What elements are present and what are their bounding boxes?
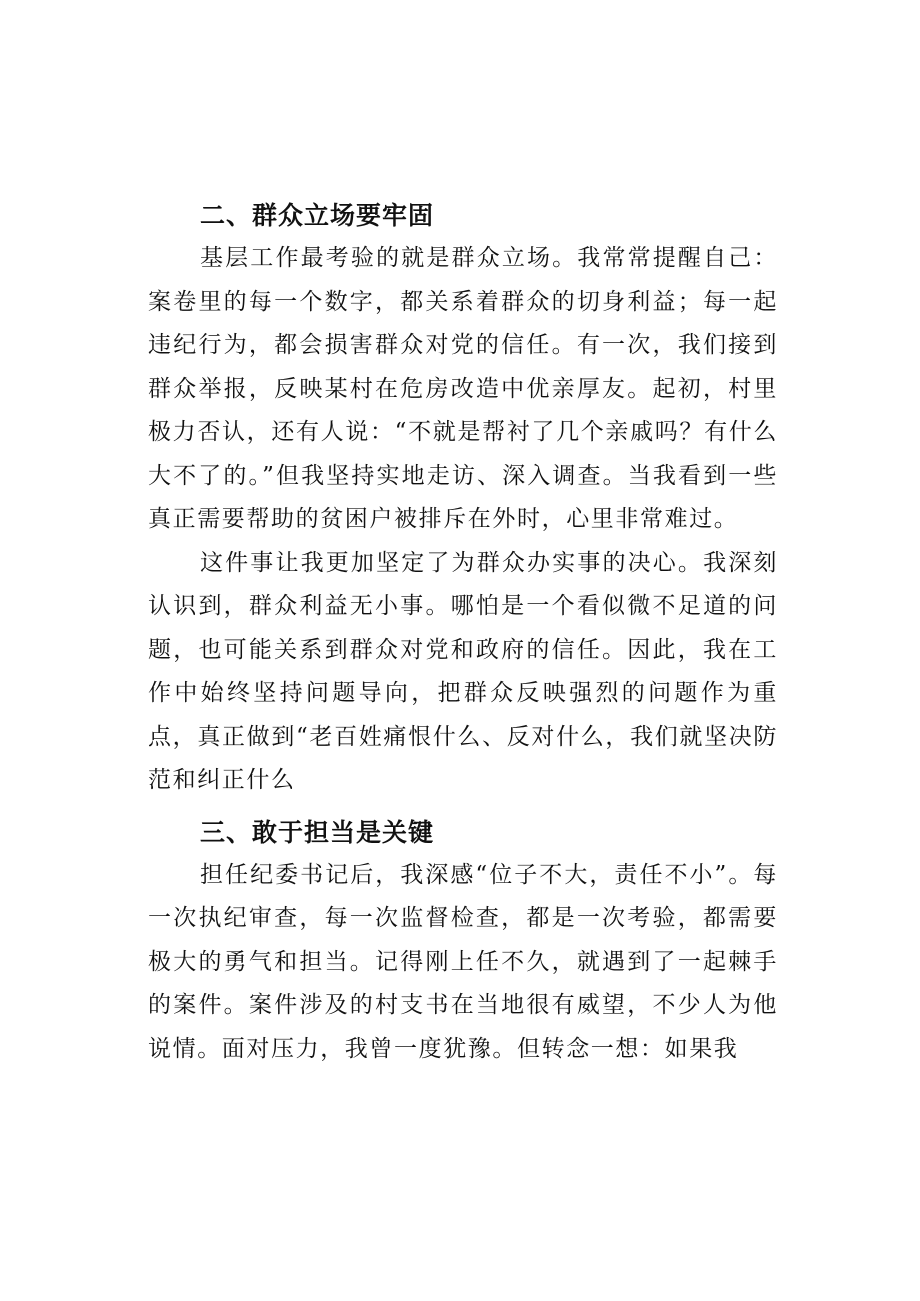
section-2-paragraph-1: 基层工作最考验的就是群众立场。我常常提醒自己：案卷里的每一个数字，都关系着群众的切身利益；每一起违纪行为，都会损害群众对党的信任。有一次，我们接到群众举报，反映某村在危房改造中优亲厚友。起初，村里极力否认，还有人说：“不就是帮衬了几个亲戚吗？有什么大不了的。”但我坚持实地走访、深入调查。当我看到一些真正需要帮助的贫困户被排斥在外时，心里非常难过。: [148, 245, 778, 532]
section-2-paragraph-2: 这件事让我更加坚定了为群众办实事的决心。我深刻认识到，群众利益无小事。哪怕是一个看似微不足道的问题，也可能关系到群众对党和政府的信任。因此，我在工作中始终坚持问题导向，把群众反映强烈的问题作为重点，真正做到“老百姓痛恨什么、反对什么，我们就坚决防范和纠正什么: [148, 549, 778, 793]
section-2-heading: 二、群众立场要牢固: [200, 201, 435, 230]
section-3-paragraph-1: 担任纪委书记后，我深感“位子不大，责任不小”。每一次执纪审查，每一次监督检查，都是一次考验，都需要极大的勇气和担当。记得刚上任不久，就遇到了一起棘手的案件。案件涉及的村支书在当地很有威望，不少人为他说情。面对压力，我曾一度犹豫。但转念一想：如果我: [148, 861, 778, 1062]
section-3-heading: 三、敢于担当是关键: [200, 817, 435, 847]
document-body: [148, 194, 778, 1071]
section-spacer: [148, 803, 778, 811]
